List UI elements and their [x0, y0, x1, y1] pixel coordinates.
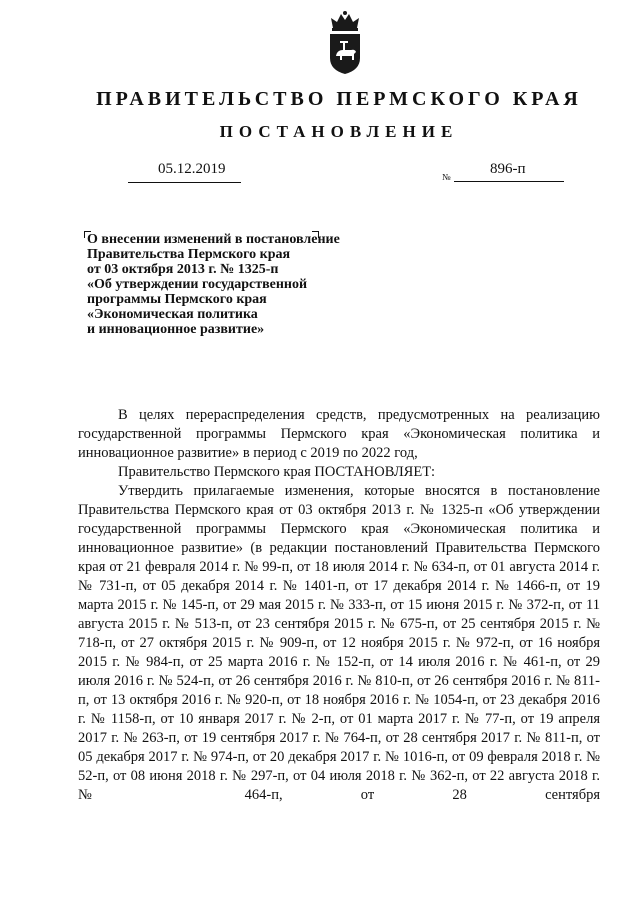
document-date: 05.12.2019 — [158, 161, 226, 177]
subject-line: «Экономическая политика — [87, 307, 258, 322]
subject-line: программы Пермского края — [87, 292, 267, 307]
number-sign: № — [442, 172, 451, 182]
subject-line: О внесении изменений в постановление — [87, 232, 340, 247]
document-type: ПОСТАНОВЛЕНИЕ — [219, 122, 459, 141]
body-paragraph-approve: Утвердить прилагаемые изменения, которые вносятся в постановление Правительства Пермского края от 03 октября 2013 г. № 1325-п «Об утверждении государственной программы Пермского края «Экономическая политика и инновационное развитие» (в редакции постановлений Правительства Пермского края от 21 февраля 2014 г. № 99-п, от 18 июля 2014 г. № 634-п, от 01 августа 2014 г. № 731-п, от 05 декабря 2014 г. № 1401-п, от 17 декабря 2014 г. № 1466-п, от 19 марта 2015 г. № 145-п, от 29 мая 2015 г. № 333-п, от 15 июня 2015 г. № 372-п, от 11 августа 2015 г. № 513-п, от 23 сентября 2015 г. № 675-п, от 25 сентября 2015 г. № 718-п, от 27 октября 2015 г. № 909-п, от 12 ноября 2015 г. № 972-п, от 16 ноября 2015 г. № 984-п, от 25 марта 2016 г. № 152-п, от 14 июля 2016 г. № 461-п, от 29 июля 2016 г. № 524-п, от 26 сентября 2016 г. № 810-п, от 26 сентября 2016 г. № 811-п, от 13 октября 2016 г. № 920-п, от 18 ноября 2016 г. № 1054-п, от 23 декабря 2016 г. № 1158-п, от 10 января 2017 г. № 2-п, от 01 марта 2017 г. № 77-п, от 19 апреля 2017 г. № 263-п, от 19 сентября 2017 г. № 764-п, от 28 сентября 2017 г. № 811-п, от 05 декабря 2017 г. № 974-п, от 20 декабря 2017 г. № 1016-п, от 09 февраля 2018 г. № 52-п, от 08 июня 2018 г. № 297-п, от 04 июля 2018 г. № 362-п, от 22 августа 2018 г. № 464-п, от 28 сентября — [78, 483, 600, 803]
subject-line: и инновационное развитие» — [87, 322, 265, 337]
document-body — [78, 406, 600, 805]
date-underline — [128, 182, 241, 183]
document-subject — [87, 232, 377, 337]
perm-krai-coat-of-arms-icon — [327, 10, 363, 76]
document-number: 896-п — [490, 161, 526, 177]
body-paragraph-resolves: Правительство Пермского края ПОСТАНОВЛЯЕТ: — [118, 464, 436, 480]
body-paragraph-purpose: В целях перераспределения средств, предусмотренных на реализацию государственной программы Пермского края «Экономическая политика и инновационное развитие» в период с 2019 по 2022 год, — [78, 407, 600, 461]
number-underline — [454, 181, 564, 182]
subject-line: «Об утверждении государственной — [87, 277, 308, 292]
subject-line: от 03 октября 2013 г. № 1325-п — [87, 262, 279, 277]
subject-line: Правительства Пермского края — [87, 247, 291, 262]
government-title: ПРАВИТЕЛЬСТВО ПЕРМСКОГО КРАЯ — [96, 88, 582, 110]
